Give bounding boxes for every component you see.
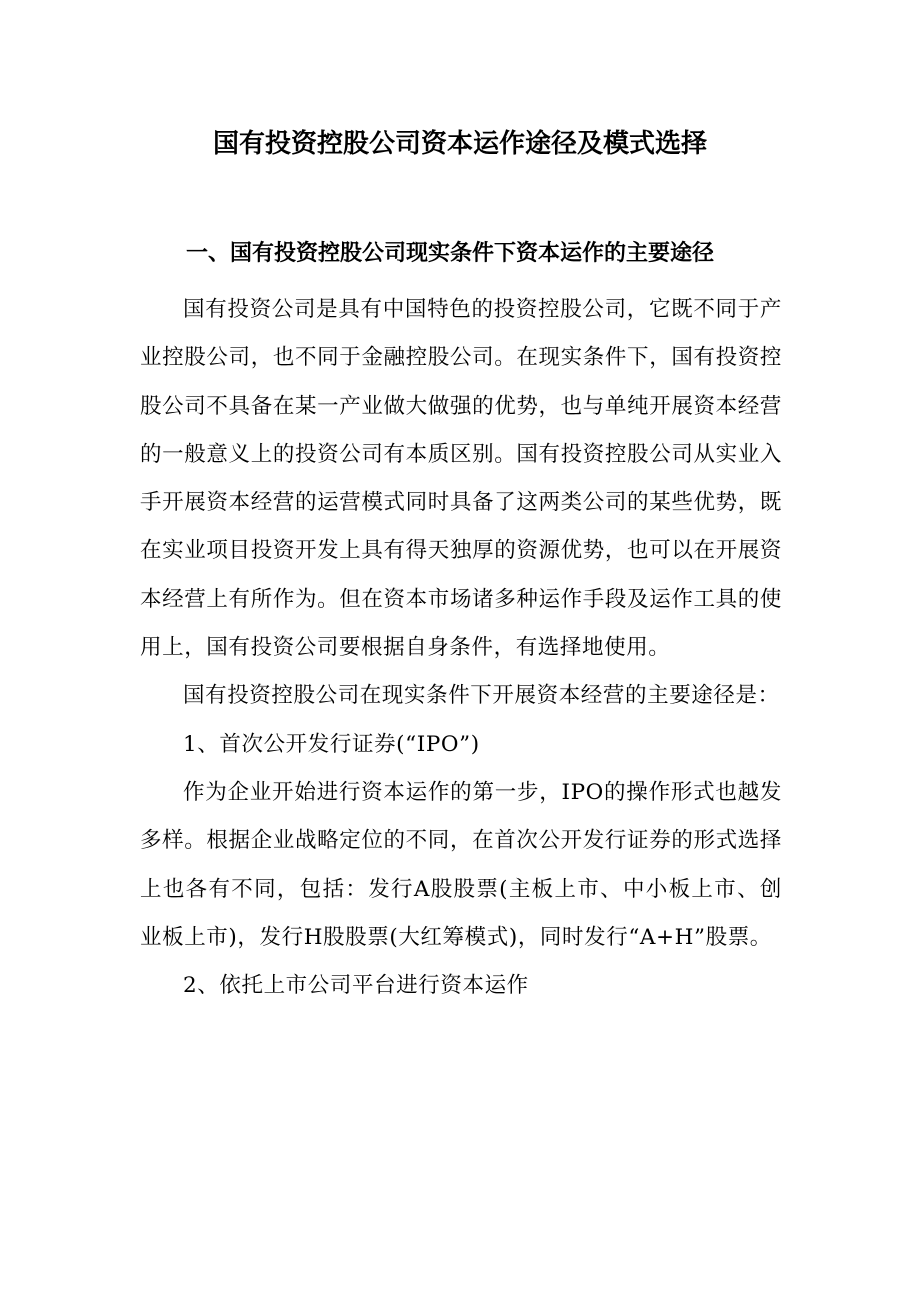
document-title: 国有投资控股公司资本运作途径及模式选择	[212, 129, 707, 159]
subsection-heading: 1、首次公开发行证券(“IPO”)	[183, 731, 480, 757]
document-body	[140, 286, 782, 1010]
body-paragraph: 国有投资公司是具有中国特色的投资控股公司，它既不同于产业控股公司，也不同于金融控股公司。在现实条件下，国有投资控股公司不具备在某一产业做大做强的优势，也与单纯开展资本经营的一般意义上的投资公司有本质区别。国有投资控股公司从实业入手开展资本经营的运营模式同时具备了这两类公司的某些优势，既在实业项目投资开发上具有得天独厚的资源优势，也可以在开展资本经营上有所作为。但在资本市场诸多种运作手段及运作工具的使用上，国有投资公司要根据自身条件，有选择地使用。	[140, 297, 782, 661]
subsection-heading: 2、依托上市公司平台进行资本运作	[183, 973, 529, 999]
body-paragraph: 国有投资控股公司在现实条件下开展资本经营的主要途径是：	[183, 683, 780, 709]
body-paragraph: 作为企业开始进行资本运作的第一步，IPO的操作形式也越发多样。根据企业战略定位的不同，在首次公开发行证券的形式选择上也各有不同，包括：发行A股股票(主板上市、中小板上市、创业板上市)，发行H股股票(大红筹模式)，同时发行“A+H”股票。	[140, 779, 782, 950]
section-heading: 一、国有投资控股公司现实条件下资本运作的主要途径	[186, 241, 715, 266]
